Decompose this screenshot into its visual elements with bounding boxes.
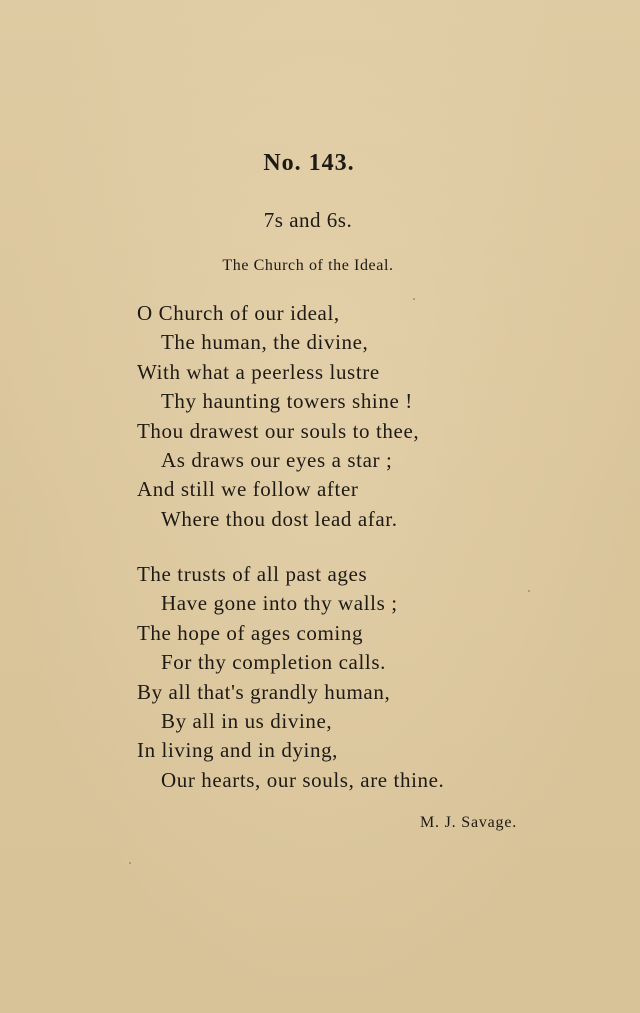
verse-line: Have gone into thy walls ; [161,591,398,616]
verse-line: As draws our eyes a star ; [161,447,393,472]
hymn-number: No. 143. [263,150,355,176]
verse-line: O Church of our ideal, [137,301,340,325]
verse-line: By all in us divine, [161,708,333,733]
verse-line: Where thou dost lead afar. [161,506,398,531]
verse-line: The human, the divine, [161,330,369,355]
verse-line: The trusts of all past ages [137,562,368,586]
verse-line: By all that's grandly human, [137,679,391,704]
verse-line: Thou drawest our souls to thee, [137,418,420,443]
verse-line: Thy haunting towers shine ! [161,389,413,414]
verse-line: With what a peerless lustre [137,359,380,384]
verse-line: For thy completion calls. [161,650,386,675]
verse-line: Our hearts, our souls, are thine. [161,767,445,792]
paper-speck [528,590,530,592]
hymn-title: The Church of the Ideal. [222,257,394,274]
verse-line: In living and in dying, [137,738,339,763]
hymn-meter: 7s and 6s. [263,208,353,232]
paper-speck [413,298,415,300]
verse-line: The hope of ages coming [137,620,364,645]
hymn-author: M. J. Savage. [420,814,518,831]
verse-line: And still we follow after [137,477,359,502]
paper-speck [129,862,131,864]
stanza-1 [137,299,419,534]
stanza-2 [137,560,444,795]
